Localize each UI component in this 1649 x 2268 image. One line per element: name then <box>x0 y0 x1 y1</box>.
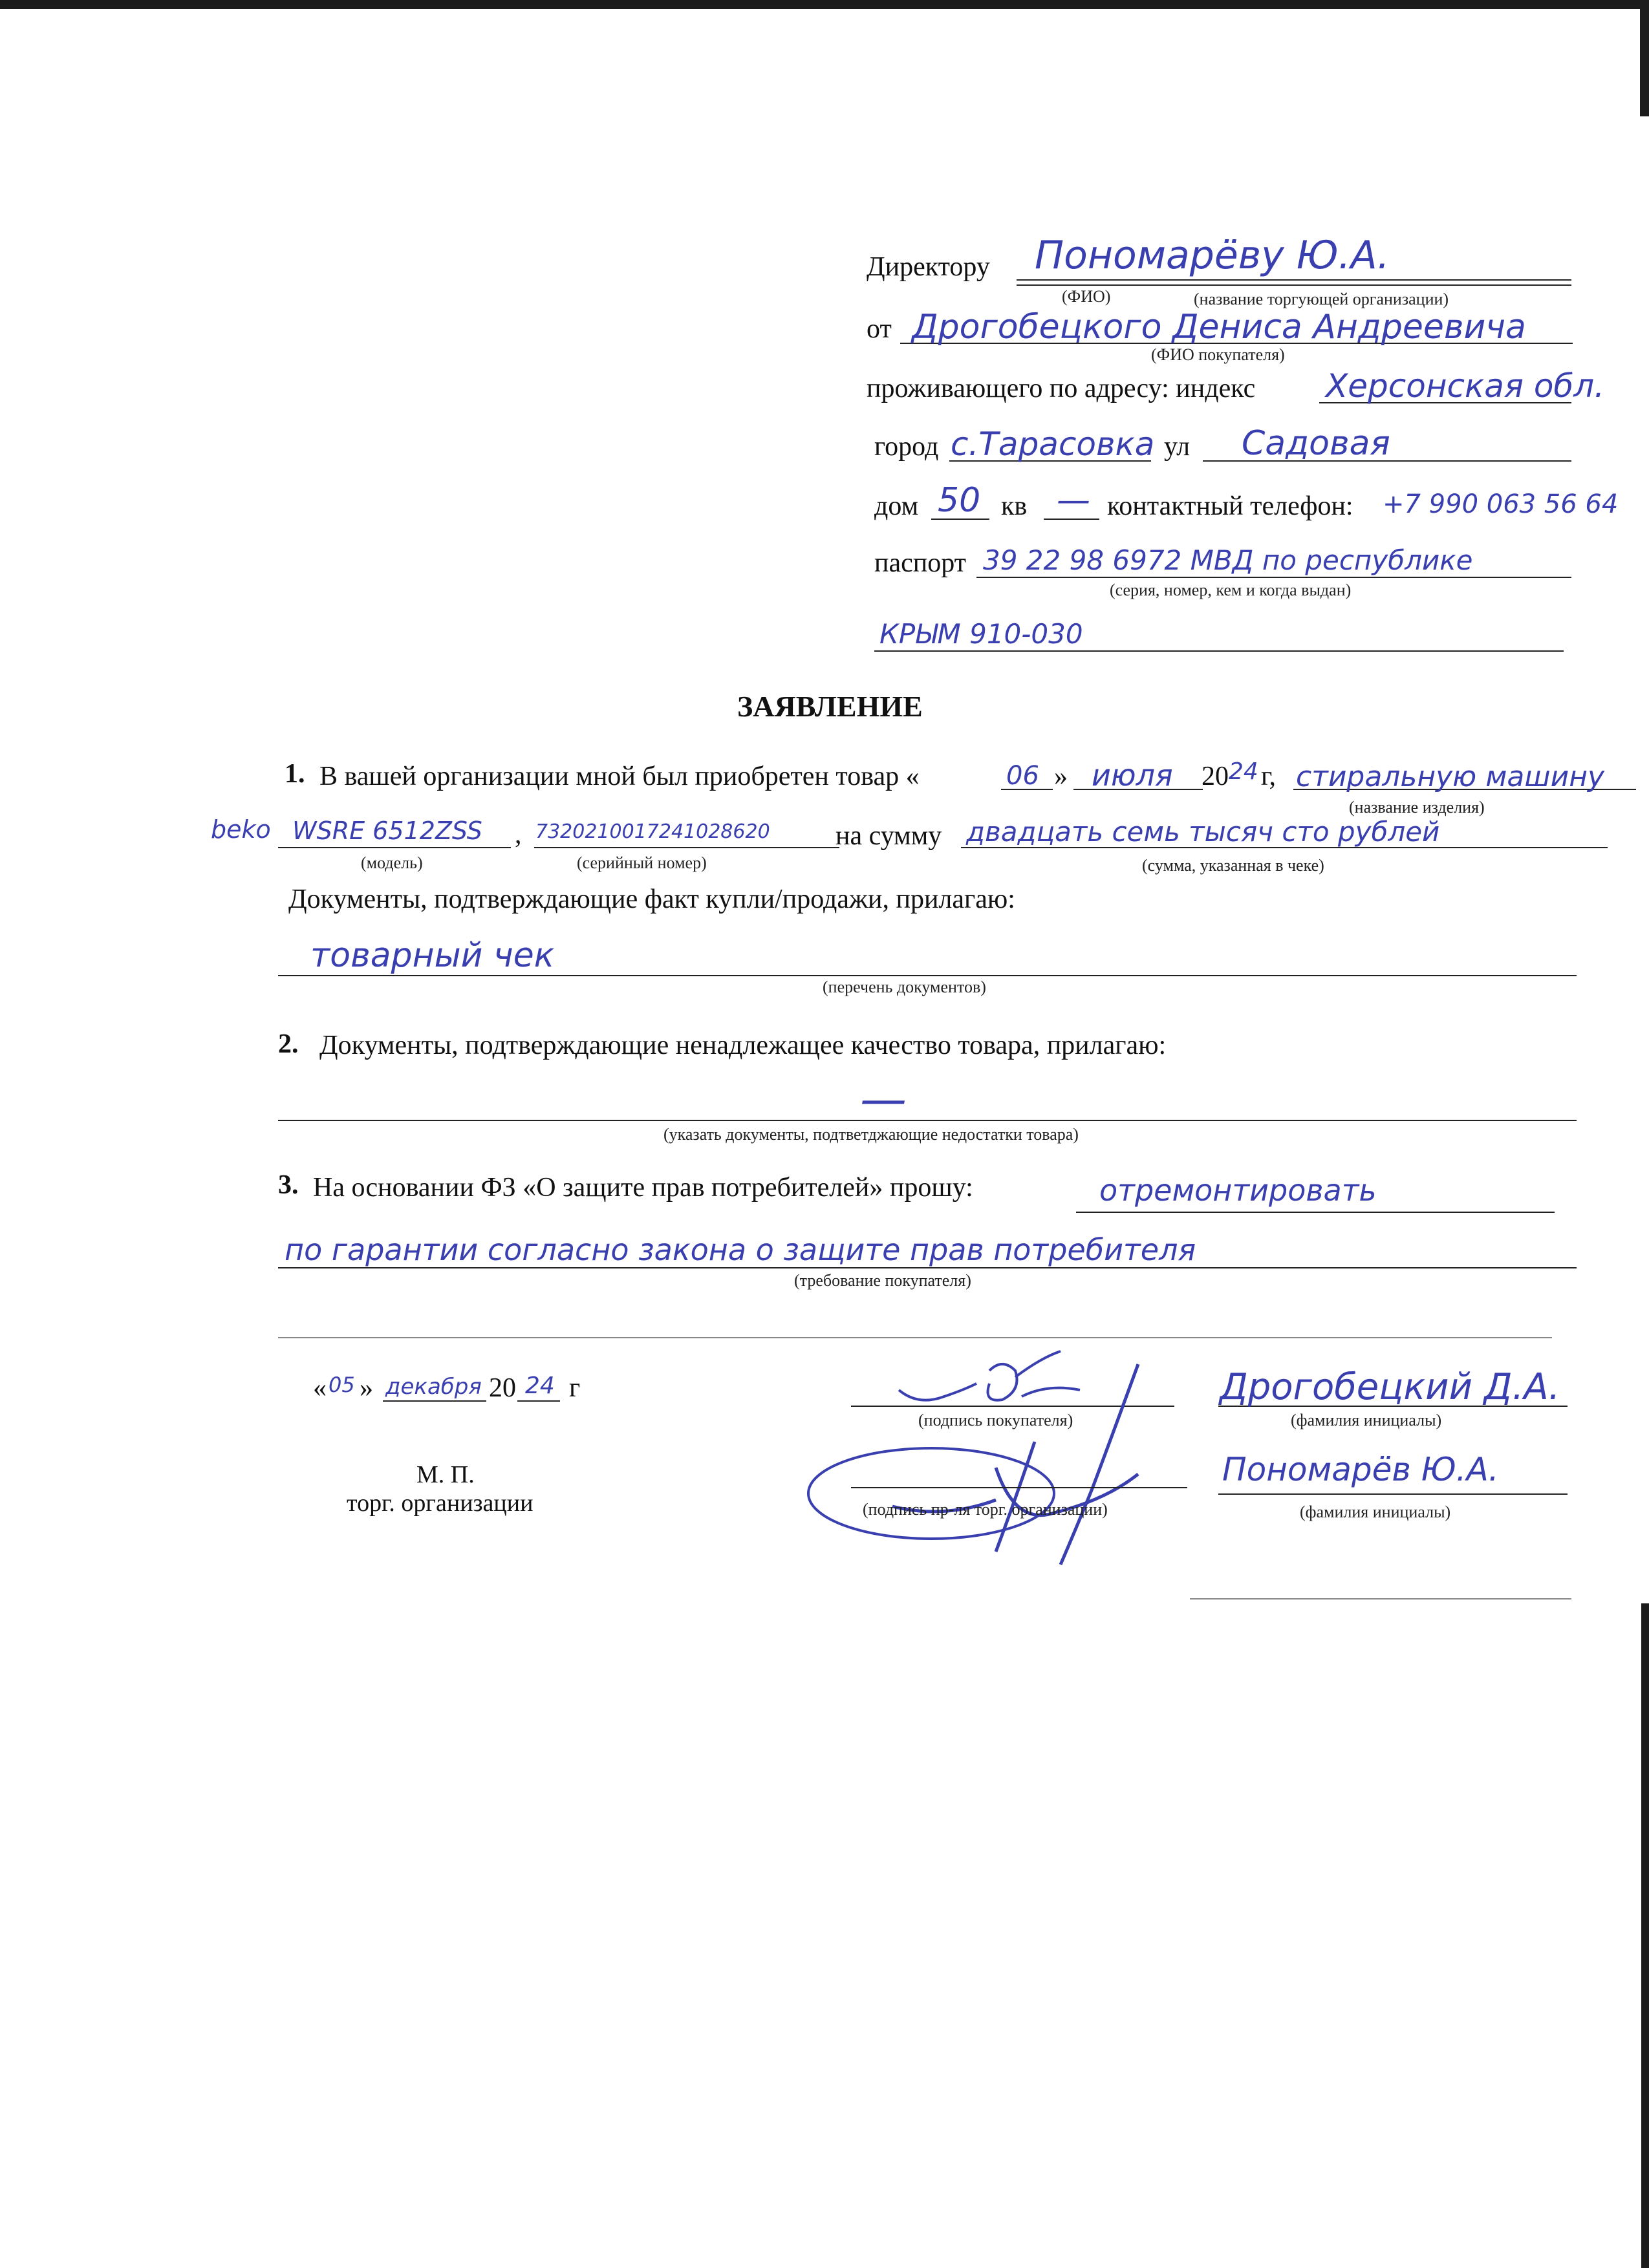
buyer-signature-caption: (подпись покупателя) <box>918 1411 1073 1429</box>
year-prefix: 20 <box>1202 762 1229 791</box>
model-caption: (модель) <box>361 853 423 872</box>
stamp-mp: М. П. <box>416 1461 475 1488</box>
docs-line <box>278 975 1577 976</box>
docs-value: товарный чек <box>310 936 555 975</box>
section1-text-b: » <box>1054 762 1068 791</box>
date-g: г <box>569 1373 581 1403</box>
section3-value-1: отремонтировать <box>1099 1173 1377 1208</box>
section3-text: На основании ФЗ «О защите прав потребителей» прошу: <box>313 1173 973 1203</box>
sum-value: двадцать семь тысяч сто рублей <box>966 816 1440 848</box>
purchase-month: июля <box>1092 758 1173 793</box>
product-caption: (название изделия) <box>1349 798 1485 817</box>
seller-signature-caption: (подпись пр-ля торг. организации) <box>863 1500 1108 1519</box>
section2-number: 2. <box>278 1029 299 1059</box>
section1-number: 1. <box>285 759 305 789</box>
date-close: » <box>360 1373 373 1403</box>
date-day: 05 <box>329 1373 355 1397</box>
passport-line-2 <box>874 650 1564 652</box>
section1-docs-text: Документы, подтверждающие факт купли/продажи, прилагаю: <box>288 884 1015 914</box>
seller-signature-line <box>851 1487 1187 1488</box>
apt-value: — <box>1057 481 1090 520</box>
scan-right-edge <box>1640 0 1649 116</box>
passport-caption: (серия, номер, кем и когда выдан) <box>1110 581 1352 599</box>
serial-value: 7320210017241028620 <box>535 820 770 843</box>
seller-name-caption: (фамилия инициалы) <box>1300 1503 1451 1521</box>
section2-line <box>278 1120 1577 1121</box>
seller-name: Пономарёв Ю.А. <box>1222 1451 1499 1488</box>
scan-top-edge <box>0 0 1649 9</box>
date-year-line <box>517 1400 560 1402</box>
section3-value-2: по гарантии согласно закона о защите прав потребителя <box>285 1232 1196 1267</box>
section3-line-2 <box>278 1267 1577 1268</box>
date-open: « <box>313 1373 327 1403</box>
year-suffix: г, <box>1261 762 1276 791</box>
city-value: с.Тарасовка <box>951 425 1155 463</box>
seller-name-line <box>1218 1493 1568 1495</box>
passport-value-2: КРЫМ 910-030 <box>879 618 1083 650</box>
model-comma: , <box>515 820 522 850</box>
sum-label: на сумму <box>835 821 942 851</box>
document-title: ЗАЯВЛЕНИЕ <box>737 690 923 723</box>
house-value: 50 <box>938 481 981 520</box>
section1-text-a: В вашей организации мной был приобретен товар « <box>319 762 920 791</box>
date-month-line <box>383 1400 486 1402</box>
address-label: проживающего по адресу: индекс <box>867 374 1256 403</box>
model-line <box>278 847 511 848</box>
stamp-org: торг. организации <box>347 1490 534 1517</box>
purchase-day: 06 <box>1006 761 1039 791</box>
sum-caption: (сумма, указанная в чеке) <box>1142 856 1324 875</box>
street-value: Садовая <box>1242 424 1390 463</box>
org-caption: (название торгующей организации) <box>1194 290 1449 308</box>
serial-caption: (серийный номер) <box>577 853 707 872</box>
director-line <box>1017 279 1571 281</box>
street-label: ул <box>1164 432 1191 462</box>
buyer-name-caption: (фамилия инициалы) <box>1291 1411 1442 1429</box>
product-name: стиральную машину <box>1296 760 1605 793</box>
scan-right-edge-lower <box>1641 1603 1649 2268</box>
section2-text: Документы, подтверждающие ненадлежащее качество товара, прилагаю: <box>319 1031 1167 1060</box>
date-year-prefix: 20 <box>489 1373 516 1403</box>
house-label: дом <box>874 491 919 521</box>
section2-caption: (указать документы, подтветджающие недостатки товара) <box>663 1125 1079 1144</box>
section3-caption: (требование покупателя) <box>794 1271 971 1290</box>
section3-line-3 <box>278 1337 1552 1338</box>
section3-line-1 <box>1076 1212 1555 1213</box>
date-month: декабря <box>385 1374 482 1400</box>
phone-label: контактный телефон: <box>1107 491 1353 521</box>
phone-value: +7 990 063 56 64 <box>1383 489 1619 519</box>
purchase-year: 24 <box>1229 758 1258 785</box>
from-label: от <box>867 314 892 344</box>
from-name: Дрогобецкого Дениса Андреевича <box>912 308 1526 347</box>
passport-label: паспорт <box>874 548 967 578</box>
buyer-fio-caption: (ФИО покупателя) <box>1151 345 1285 364</box>
buyer-name: Дрогобецкий Д.А. <box>1220 1366 1560 1408</box>
seller-signature <box>802 1358 1216 1571</box>
apt-label: кв <box>1001 491 1028 521</box>
city-label: город <box>874 432 939 462</box>
passport-value: 39 22 98 6972 МВД по республике <box>983 544 1473 576</box>
serial-line <box>534 847 839 848</box>
footer-bottom-line <box>1190 1598 1571 1599</box>
director-label: Директору <box>867 252 990 282</box>
passport-line <box>976 577 1571 578</box>
date-year: 24 <box>525 1373 555 1399</box>
section3-number: 3. <box>278 1170 299 1200</box>
section2-value: — <box>860 1072 907 1126</box>
director-line-2 <box>1017 284 1571 286</box>
director-name: Пономарёву Ю.А. <box>1035 233 1390 278</box>
model-value: WSRE 6512ZSS <box>292 817 482 845</box>
docs-caption: (перечень документов) <box>823 978 986 996</box>
brand-value: beko <box>211 815 271 844</box>
fio-caption: (ФИО) <box>1062 287 1111 306</box>
address-region: Херсонская обл. <box>1326 367 1605 405</box>
